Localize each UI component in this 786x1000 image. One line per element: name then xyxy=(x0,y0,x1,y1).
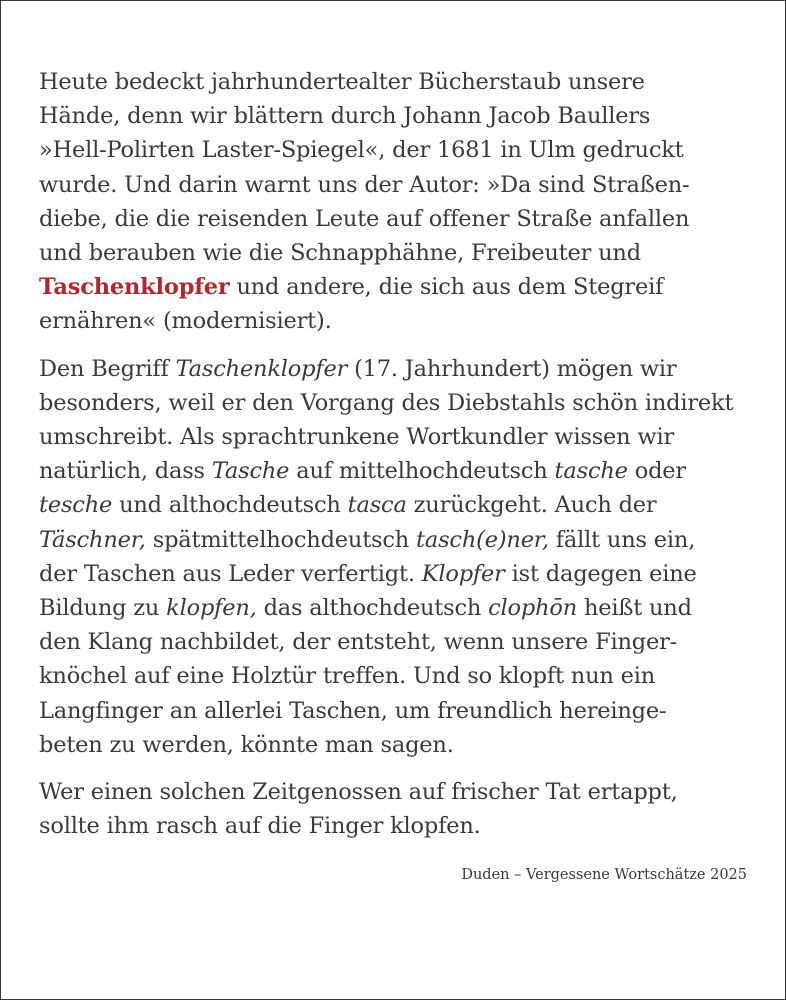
text-line xyxy=(39,352,759,386)
text-line xyxy=(39,809,759,843)
text-segment: und berauben wie die Schnapphähne, Freibeuter und xyxy=(39,240,641,267)
text-segment: Langfinger an allerlei Taschen, um freundlich hereinge- xyxy=(39,697,667,724)
paragraph-gap xyxy=(39,762,759,775)
text-line xyxy=(39,420,759,454)
text-segment: ist dagegen eine xyxy=(504,560,697,587)
text-line xyxy=(39,488,759,522)
text-segment: den Klang nachbildet, der entsteht, wenn unsere Finger- xyxy=(39,629,678,656)
italic-word: tesche xyxy=(39,492,113,519)
text-line xyxy=(39,659,759,693)
footer-source: Duden – Vergessene Wortschätze 2025 xyxy=(461,867,747,883)
italic-word: Klopfer xyxy=(421,560,505,587)
text-segment: (17. Jahrhundert) mögen wir xyxy=(347,355,677,382)
text-segment: diebe, die die reisenden Leute auf offener Straße anfallen xyxy=(39,205,690,232)
text-segment: Hände, denn wir blättern durch Johann Jacob Baullers xyxy=(39,103,651,130)
text-segment: Wer einen solchen Zeitgenossen auf frischer Tat ertappt, xyxy=(39,779,678,806)
text-segment: knöchel auf eine Holztür treffen. Und so klopft nun ein xyxy=(39,663,656,690)
text-segment: beten zu werden, könnte man sagen. xyxy=(39,731,454,758)
text-line xyxy=(39,523,759,557)
text-segment: spätmittelhochdeutsch xyxy=(145,526,417,553)
text-segment: der Taschen aus Leder verfertigt. xyxy=(39,560,422,587)
italic-word: Tasche xyxy=(211,458,290,485)
text-line xyxy=(39,694,759,728)
text-segment: besonders, weil er den Vorgang des Diebstahls schön indirekt xyxy=(39,389,734,416)
italic-word: tasche xyxy=(554,458,628,485)
text-line xyxy=(39,270,759,304)
italic-word: tasch(e)ner, xyxy=(416,526,549,553)
text-segment: heißt und xyxy=(577,595,692,622)
italic-word: tasca xyxy=(347,492,407,519)
text-segment: ernähren« (modernisiert). xyxy=(39,308,332,335)
text-segment: natürlich, dass xyxy=(39,458,212,485)
text-segment: und althochdeutsch xyxy=(112,492,348,519)
text-line xyxy=(39,168,759,202)
text-line xyxy=(39,557,759,591)
text-line xyxy=(39,591,759,625)
text-segment: zurückgeht. Auch der xyxy=(406,492,657,519)
text-line xyxy=(39,99,759,133)
text-segment: Bildung zu xyxy=(39,595,167,622)
body-text xyxy=(39,65,759,843)
text-segment: sollte ihm rasch auf die Finger klopfen. xyxy=(39,813,481,840)
text-line xyxy=(39,775,759,809)
text-segment: umschreibt. Als sprachtrunkene Wortkundler wissen wir xyxy=(39,424,675,451)
text-segment: wurde. Und darin warnt uns der Autor: »Da sind Straßen- xyxy=(39,171,690,198)
text-segment: »Hell-Polirten Laster-Spiegel«, der 1681 in Ulm gedruckt xyxy=(39,137,684,164)
text-segment: auf mittelhochdeutsch xyxy=(289,458,555,485)
text-line xyxy=(39,202,759,236)
text-segment: das althochdeutsch xyxy=(256,595,489,622)
text-line xyxy=(39,133,759,167)
text-line xyxy=(39,386,759,420)
text-segment: oder xyxy=(627,458,686,485)
text-line xyxy=(39,304,759,338)
italic-word: clophōn xyxy=(488,595,578,622)
text-line xyxy=(39,625,759,659)
italic-word: Täschner, xyxy=(39,526,146,553)
text-line xyxy=(39,65,759,99)
text-segment: Den Begriff xyxy=(39,355,176,382)
text-line xyxy=(39,728,759,762)
text-segment: und andere, die sich aus dem Stegreif xyxy=(229,274,664,301)
text-line xyxy=(39,454,759,488)
highlighted-term: Taschenklopfer xyxy=(39,274,230,301)
text-segment: fällt uns ein, xyxy=(548,526,696,553)
text-line xyxy=(39,236,759,270)
italic-word: Taschenklopfer xyxy=(175,355,348,382)
italic-word: klopfen, xyxy=(166,595,257,622)
text-segment: Heute bedeckt jahrhundertealter Bücherstaub unsere xyxy=(39,69,645,95)
paragraph-gap xyxy=(39,339,759,352)
